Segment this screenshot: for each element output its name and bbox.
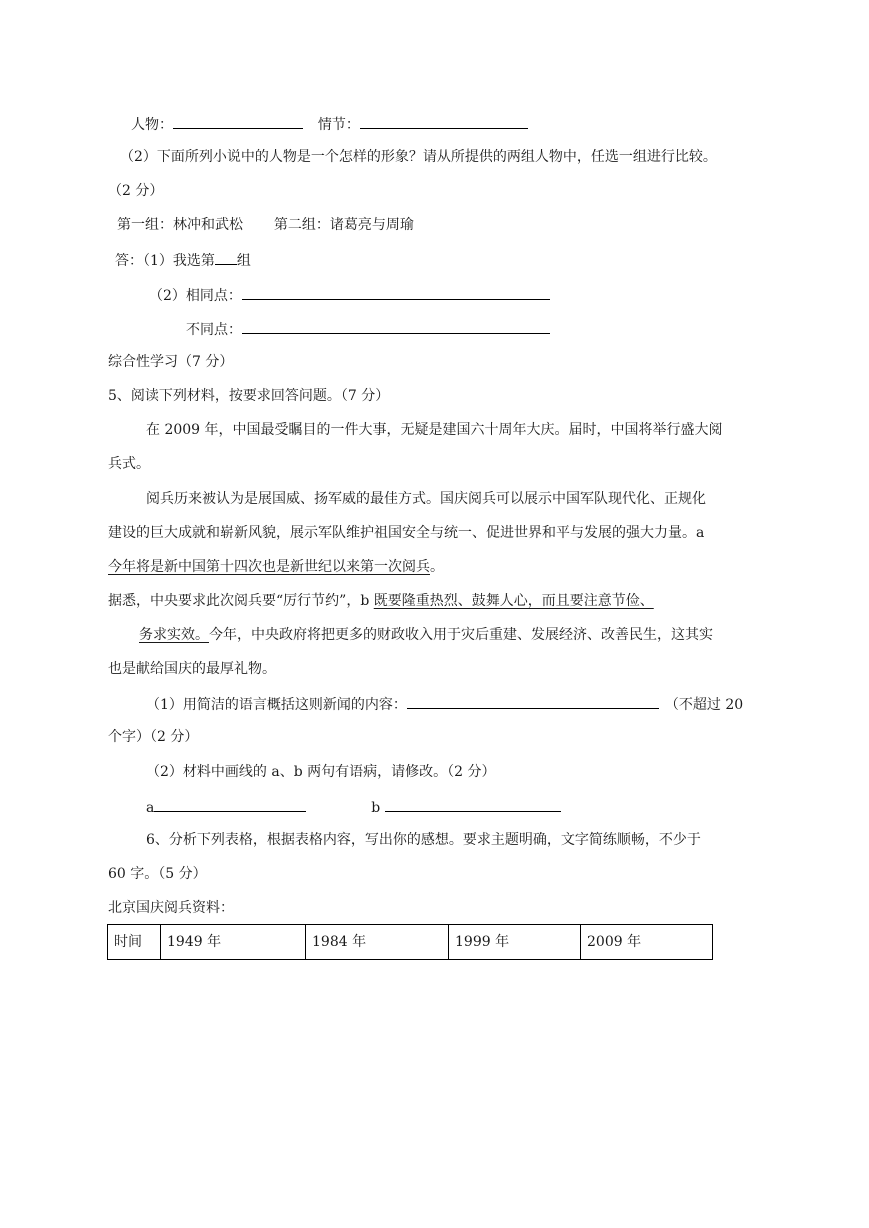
group-2: 第二组：诸葛亮与周瑜 <box>273 217 414 233</box>
table-cell-1999: 1999 年 <box>449 925 581 960</box>
group-choice-prefix: 答：（1）我选第 <box>115 253 215 269</box>
group-choice <box>115 249 251 271</box>
q5-sub1-points: 个字）（2 分） <box>108 729 199 745</box>
differences-line <box>186 318 550 340</box>
table-cell-1949: 1949 年 <box>161 925 306 960</box>
sentence-a-underlined: 今年将是新中国第十四次也是新世纪以来第一次阅兵 <box>108 559 430 575</box>
correction-a-blank[interactable] <box>154 796 306 812</box>
sub1-limit: （不超过 20 <box>664 697 744 713</box>
paragraph3-rest: 今年，中央政府将把更多的财政收入用于灾后重建、发展经济、改善民生，这其实 <box>209 627 713 643</box>
q5-paragraph2-line3 <box>108 557 444 577</box>
table-cell-time: 时间 <box>108 925 161 960</box>
correction-lines <box>146 796 561 818</box>
table-row <box>108 925 713 960</box>
q4-part2-points: （2 分） <box>108 183 164 199</box>
table-caption: 北京国庆阅兵资料： <box>108 900 234 916</box>
q5-paragraph3-line1 <box>108 591 654 611</box>
similarities-line <box>149 284 550 306</box>
sub1-prompt: （1）用简洁的语言概括这则新闻的内容： <box>146 697 407 713</box>
differences-blank[interactable] <box>242 318 550 334</box>
q5-sub2: （2）材料中画线的 a、b 两句有语病，请修改。（2 分） <box>146 764 496 780</box>
group-choice-suffix: 组 <box>236 253 251 269</box>
characters-answer-blank[interactable] <box>173 113 303 129</box>
characters-label: 人物： <box>131 117 173 133</box>
group-options <box>117 215 414 235</box>
plot-answer-blank[interactable] <box>360 113 528 129</box>
q6-line1: 6、分析下列表格，根据表格内容，写出你的感想。要求主题明确，文字简练顺畅，不少于 <box>146 832 701 848</box>
q5-paragraph2-line1: 阅兵历来被认为是展国威、扬军威的最佳方式。国庆阅兵可以展示中国军队现代化、正规化 <box>146 491 706 507</box>
group-choice-blank[interactable] <box>215 249 237 265</box>
q5-sub1 <box>146 693 743 715</box>
correction-b-blank[interactable] <box>385 796 561 812</box>
q6-line2: 60 字。（5 分） <box>108 866 207 882</box>
sentence-a-end: 。 <box>430 559 444 575</box>
table-cell-2009: 2009 年 <box>581 925 713 960</box>
q5-paragraph3-line2 <box>139 625 713 645</box>
section-title: 综合性学习（7 分） <box>108 354 234 370</box>
group-1: 第一组：林冲和武松 <box>117 217 243 233</box>
similarities-label: （2）相同点： <box>149 288 242 304</box>
correction-a-label: a <box>146 800 155 816</box>
plot-label: 情节： <box>317 117 360 133</box>
similarities-blank[interactable] <box>242 284 550 300</box>
sentence-b-underlined-2: 务求实效。 <box>139 627 209 643</box>
sentence-b-underlined-1: 既要隆重热烈、鼓舞人心，而且要注意节俭、 <box>373 593 654 609</box>
q5-paragraph1-line2: 兵式。 <box>108 456 150 472</box>
characters-prompt <box>131 113 528 135</box>
q4-part2-question: （2）下面所列小说中的人物是一个怎样的形象？请从所提供的两组人物中，任选一组进行比较。 <box>120 149 717 165</box>
paragraph3-start: 据悉，中央要求此次阅兵要“厉行节约”，b <box>108 593 374 609</box>
q5-paragraph1-line1: 在 2009 年，中国最受瞩目的一件大事，无疑是建国六十周年大庆。届时，中国将举行盛大阅 <box>146 422 723 438</box>
correction-b-label: b <box>371 800 381 816</box>
q5-paragraph3-line3: 也是献给国庆的最厚礼物。 <box>108 661 276 677</box>
table-cell-1984: 1984 年 <box>306 925 449 960</box>
q5-paragraph2-line2: 建设的巨大成就和崭新风貌，展示军队维护祖国安全与统一、促进世界和平与发展的强大力量。a <box>108 525 705 541</box>
differences-label: 不同点： <box>186 322 242 338</box>
parade-table <box>107 924 713 960</box>
summary-answer-blank[interactable] <box>407 693 659 709</box>
q5-heading: 5、阅读下列材料，按要求回答问题。（7 分） <box>108 388 390 404</box>
